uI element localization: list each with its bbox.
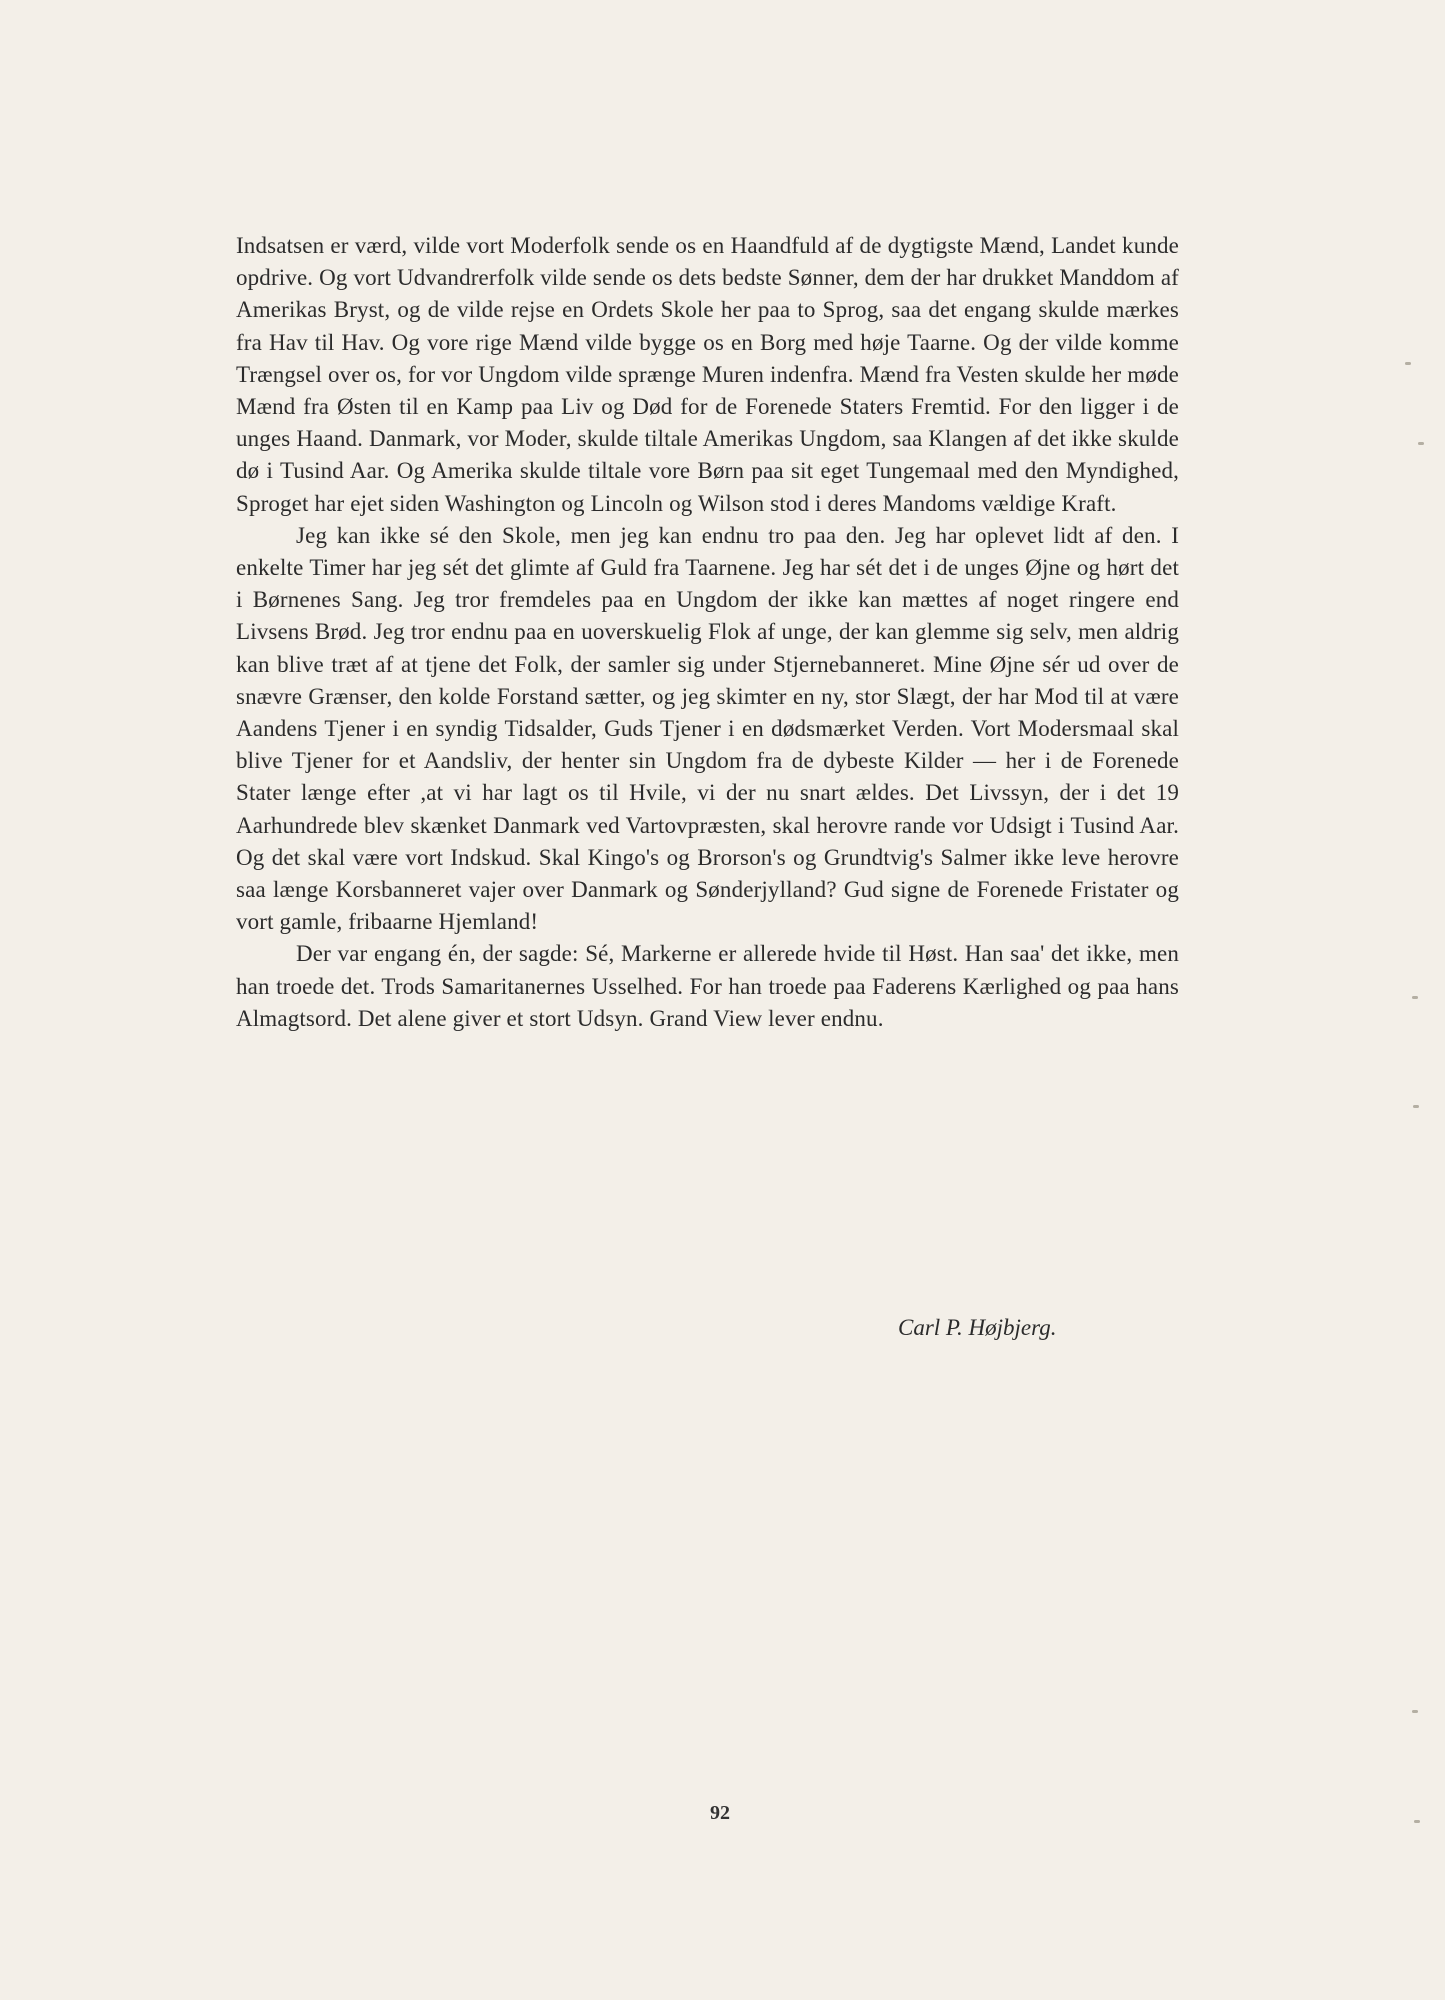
page-number: 92 [710, 1802, 730, 1824]
margin-speck [1418, 442, 1424, 445]
margin-speck [1414, 1820, 1420, 1823]
paragraph-1: Indsatsen er værd, vilde vort Moderfolk sende os en Haandfuld af de dygtigste Mænd, Landet kunde opdrive. Og vort Udvandrerfolk vilde sende os dets bedste Sønner, dem der har drukket Manddom af Amerikas Bryst, og de vilde rejse en Ordets Skole her paa to Sprog, saa det engang skulde mærkes fra Hav til Hav. Og vore rige Mænd vilde bygge os en Borg med høje Taarne. Og der vilde komme Trængsel over os, for vor Ungdom vilde sprænge Muren indenfra. Mænd fra Vesten skulde her møde Mænd fra Østen til en Kamp paa Liv og Død for de Forenede Staters Fremtid. For den ligger i de unges Haand. Danmark, vor Moder, skulde tiltale Amerikas Ungdom, saa Klangen af det ikke skulde dø i Tusind Aar. Og Amerika skulde tiltale vore Børn paa sit eget Tungemaal med den Myndighed, Sproget har ejet siden Washington og Lincoln og Wilson stod i deres Mandoms vældige Kraft. [236, 233, 1179, 516]
author-signature: Carl P. Højbjerg. [898, 1315, 1057, 1340]
margin-speck [1405, 362, 1411, 365]
margin-speck [1412, 1710, 1418, 1713]
margin-speck [1412, 996, 1418, 999]
paragraph-2: Jeg kan ikke sé den Skole, men jeg kan endnu tro paa den. Jeg har oplevet lidt af den. I enkelte Timer har jeg sét det glimte af Guld fra Taarnene. Jeg har sét det i de unges Øjne og hørt det i Børnenes Sang. Jeg tror fremdeles paa en Ungdom der ikke kan mættes af noget ringere end Livsens Brød. Jeg tror endnu paa en uoverskuelig Flok af unge, der kan glemme sig selv, men aldrig kan blive træt af at tjene det Folk, der samler sig under Stjernebanneret. Mine Øjne sér ud over de snævre Grænser, den kolde Forstand sætter, og jeg skimter en ny, stor Slægt, der har Mod til at være Aandens Tjener i en syndig Tidsalder, Guds Tjener i en dødsmærket Verden. Vort Modersmaal skal blive Tjener for et Aandsliv, der henter sin Ungdom fra de dybeste Kilder — her i de Forenede Stater længe efter ,at vi har lagt os til Hvile, vi der nu snart ældes. Det Livssyn, der i det 19 Aarhundrede blev skænket Danmark ved Vartovpræsten, skal herovre rande vor Udsigt i Tusind Aar. Og det skal være vort Indskud. Skal Kingo's og Brorson's og Grundtvig's Salmer ikke leve herovre saa længe Korsbanneret vajer over Danmark og Sønderjylland? Gud signe de Forenede Fristater og vort gamle, fribaarne Hjemland! [236, 522, 1179, 935]
margin-speck [1413, 1105, 1419, 1108]
body-text [236, 230, 1179, 1035]
paragraph-3: Der var engang én, der sagde: Sé, Markerne er allerede hvide til Høst. Han saa' det ikke, men han troede det. Trods Samaritanernes Usselhed. For han troede paa Faderens Kærlighed og paa hans Almagtsord. Det alene giver et stort Udsyn. Grand View lever endnu. [236, 941, 1179, 1031]
